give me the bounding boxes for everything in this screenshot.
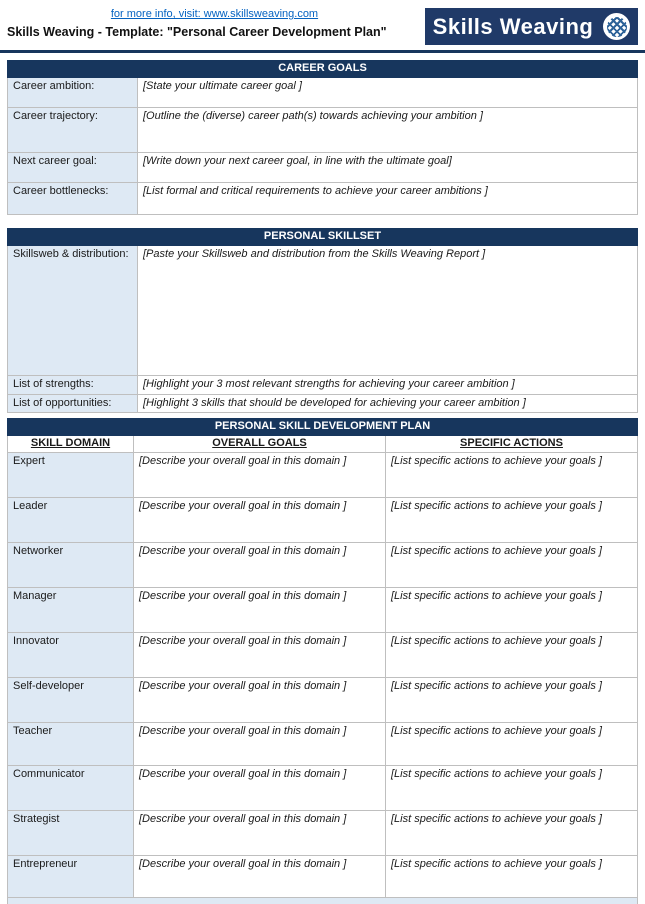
document-header [7, 8, 422, 39]
overall-goal-cell: [Describe your overall goal in this domain ] [134, 810, 386, 855]
specific-actions-cell: [List specific actions to achieve your goals ] [386, 452, 638, 497]
specific-actions-cell: [List specific actions to achieve your goals ] [386, 677, 638, 722]
personal-skillset-table [7, 228, 638, 413]
table-row [8, 375, 638, 394]
row-label: Skillsweb & distribution: [8, 245, 138, 375]
specific-actions-cell: [List specific actions to achieve your goals ] [386, 765, 638, 810]
table-row [8, 394, 638, 413]
row-label: List of strengths: [8, 375, 138, 394]
section-header-personal-skillset: PERSONAL SKILLSET [8, 229, 638, 246]
table-row [8, 587, 638, 632]
overall-goal-cell: [Describe your overall goal in this domain ] [134, 677, 386, 722]
table-row [8, 107, 638, 152]
specific-actions-cell: [List specific actions to achieve your goals ] [386, 587, 638, 632]
specific-actions-cell: [List specific actions to achieve your goals ] [386, 810, 638, 855]
specific-actions-cell: [List specific actions to achieve your goals ] [386, 722, 638, 765]
row-label: Career trajectory: [8, 107, 138, 152]
table-row [8, 182, 638, 214]
row-placeholder: [Outline the (diverse) career path(s) towards achieving your ambition ] [138, 107, 638, 152]
weave-icon [603, 13, 630, 40]
row-label: List of opportunities: [8, 394, 138, 413]
skill-domain-cell: Innovator [8, 632, 134, 677]
column-header-row [8, 435, 638, 452]
row-placeholder: [State your ultimate career goal ] [138, 77, 638, 107]
overall-goal-cell: [Describe your overall goal in this domain ] [134, 722, 386, 765]
table-row [8, 497, 638, 542]
skill-domain-cell: Strategist [8, 810, 134, 855]
table-row [8, 152, 638, 182]
specific-actions-cell: [List specific actions to achieve your goals ] [386, 497, 638, 542]
skill-domain-cell: Communicator [8, 765, 134, 810]
specific-actions-cell: [List specific actions to achieve your goals ] [386, 632, 638, 677]
skillsweaving-link[interactable]: for more info, visit: www.skillsweaving.com [110, 8, 319, 20]
skill-domain-cell: Self-developer [8, 677, 134, 722]
table-row [8, 722, 638, 765]
specific-actions-cell: [List specific actions to achieve your goals ] [386, 542, 638, 587]
table-row [8, 765, 638, 810]
logo-text: Skills Weaving [432, 13, 594, 39]
page-title: Skills Weaving - Template: "Personal Career Development Plan" [7, 25, 387, 39]
skill-domain-cell: Networker [8, 542, 134, 587]
row-placeholder: [Paste your Skillsweb and distribution from the Skills Weaving Report ] [138, 245, 638, 375]
skill-domain-cell: Entrepreneur [8, 855, 134, 900]
table-row [8, 61, 638, 78]
overall-goal-cell: [Describe your overall goal in this domain ] [134, 632, 386, 677]
overall-goal-cell: [Describe your overall goal in this domain ] [134, 497, 386, 542]
column-header-skill-domain: SKILL DOMAIN [8, 435, 134, 452]
table-row [8, 77, 638, 107]
table-row [8, 632, 638, 677]
row-placeholder: [Highlight 3 skills that should be developed for achieving your career ambition ] [138, 394, 638, 413]
column-header-specific-actions: SPECIFIC ACTIONS [386, 435, 638, 452]
row-placeholder: [List formal and critical requirements to achieve your career ambitions ] [138, 182, 638, 214]
skill-domain-cell: Expert [8, 452, 134, 497]
overall-goal-cell: [Describe your overall goal in this domain ] [134, 765, 386, 810]
row-label: Career ambition: [8, 77, 138, 107]
row-placeholder: [Write down your next career goal, in line with the ultimate goal] [138, 152, 638, 182]
table-row [8, 452, 638, 497]
table-row [8, 810, 638, 855]
specific-actions-cell: [List specific actions to achieve your goals ] [386, 855, 638, 900]
header-divider [0, 50, 645, 53]
overall-goal-cell: [Describe your overall goal in this domain ] [134, 855, 386, 900]
table-row [8, 245, 638, 375]
overall-goal-cell: [Describe your overall goal in this domain ] [134, 452, 386, 497]
next-section-strip [7, 897, 638, 904]
overall-goal-cell: [Describe your overall goal in this domain ] [134, 542, 386, 587]
table-row [8, 677, 638, 722]
overall-goal-cell: [Describe your overall goal in this domain ] [134, 587, 386, 632]
info-link-row [7, 8, 422, 20]
skill-domain-cell: Leader [8, 497, 134, 542]
table-row [8, 542, 638, 587]
row-placeholder: [Highlight your 3 most relevant strengths for achieving your career ambition ] [138, 375, 638, 394]
column-header-overall-goals: OVERALL GOALS [134, 435, 386, 452]
table-row [8, 229, 638, 246]
skill-domain-cell: Teacher [8, 722, 134, 765]
row-label: Next career goal: [8, 152, 138, 182]
section-header-career-goals: CAREER GOALS [8, 61, 638, 78]
skills-weaving-logo [425, 8, 638, 45]
career-goals-table [7, 60, 638, 215]
skill-domain-cell: Manager [8, 587, 134, 632]
section-header-development-plan: PERSONAL SKILL DEVELOPMENT PLAN [8, 419, 638, 436]
development-plan-table [7, 418, 638, 901]
table-row [8, 419, 638, 436]
row-label: Career bottlenecks: [8, 182, 138, 214]
table-row [8, 855, 638, 900]
